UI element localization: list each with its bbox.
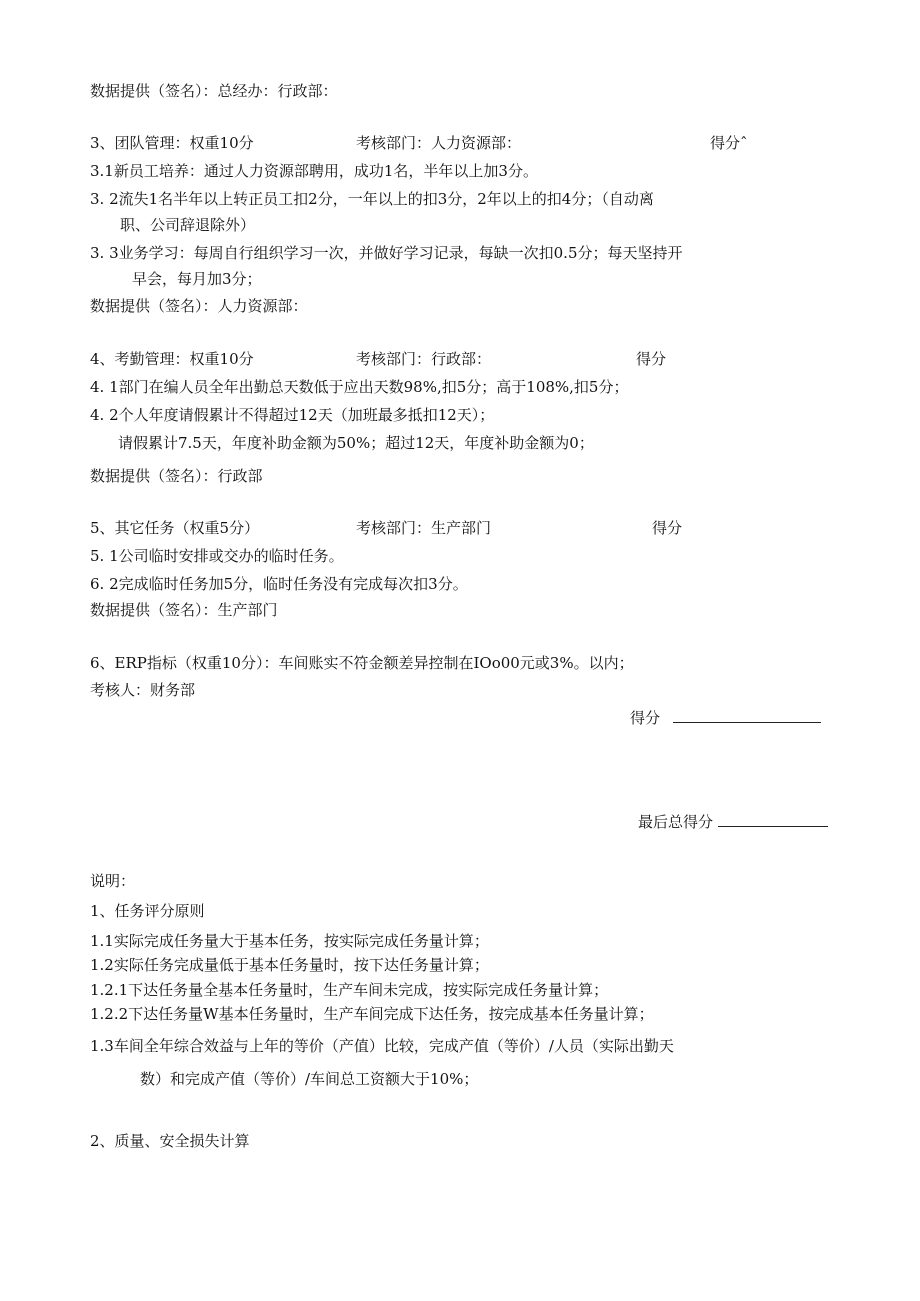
erp-score-field (630, 706, 821, 729)
total-score-field (638, 810, 828, 833)
rule-item-continued: 职、公司辞退除外） (120, 216, 256, 234)
rule-item: 5. 1公司临时安排或交办的临时任务。 (90, 547, 344, 565)
data-provider-line: 数据提供（签名）：生产部门 (90, 601, 278, 619)
assessment-department: 考核部门：人力资源部： (356, 134, 522, 152)
assessment-department: 考核部门：行政部： (356, 350, 492, 368)
section-title: 3、团队管理：权重10分 (90, 134, 254, 152)
data-provider-line: 数据提供（签名）：总经办：行政部： (90, 82, 338, 100)
rule-item: 1.1实际完成任务量大于基本任务，按实际完成任务量计算； (90, 932, 489, 950)
assessor-line: 考核人：财务部 (90, 681, 196, 699)
rule-item: 3.1新员工培养：通过人力资源部聘用，成功1名，半年以上加3分。 (90, 162, 538, 180)
rule-item-continued: 数）和完成产值（等价）/车间总工资额大于10%； (140, 1070, 479, 1088)
score-blank-line (673, 706, 821, 723)
rule-item: 1.2.2下达任务量W基本任务量时，生产车间完成下达任务，按完成基本任务量计算； (90, 1005, 654, 1023)
rule-item-continued: 请假累计7.5天，年度补助金额为50%；超过12天，年度补助金额为0； (118, 434, 594, 452)
score-label: 得分 (652, 519, 683, 537)
rule-item: 1.3车间全年综合效益与上年的等价（产值）比较，完成产值（等价）/人员（实际出勤天 (90, 1037, 674, 1055)
score-label: 得分ˆ (710, 134, 748, 152)
section-title: 2、质量、安全损失计算 (90, 1132, 250, 1150)
score-label: 得分 (630, 709, 661, 727)
total-score-blank-line (718, 810, 828, 827)
data-provider-line: 数据提供（签名）：人力资源部： (90, 297, 308, 315)
rule-item: 1.2.1下达任务量全基本任务量时，生产车间未完成，按实际完成任务量计算； (90, 981, 609, 999)
section-title: 6、ERP指标（权重10分）：车间账实不符金额差异控制在IOo00元或3%。以内； (90, 654, 634, 672)
assessment-department: 考核部门：生产部门 (356, 519, 492, 537)
section-title: 1、任务评分原则 (90, 902, 205, 920)
rule-item: 1.2实际任务完成量低于基本任务量时，按下达任务量计算； (90, 956, 489, 974)
rule-item: 4. 2个人年度请假累计不得超过12天（加班最多抵扣12天）； (90, 406, 495, 424)
total-score-label: 最后总得分 (638, 813, 714, 831)
section-title: 5、其它任务（权重5分） (90, 519, 260, 537)
notes-heading: 说明： (90, 872, 136, 890)
data-provider-line: 数据提供（签名）：行政部 (90, 467, 263, 485)
score-label: 得分 (636, 350, 667, 368)
rule-item: 4. 1部门在编人员全年出勤总天数低于应出天数98%,扣5分；高于108%,扣5分； (90, 378, 629, 396)
rule-item: 3. 3业务学习：每周自行组织学习一次，并做好学习记录，每缺一次扣0.5分；每天坚持开 (90, 244, 683, 262)
section-title: 4、考勤管理：权重10分 (90, 350, 254, 368)
rule-item: 3. 2流失1名半年以上转正员工扣2分，一年以上的扣3分，2年以上的扣4分；（自动离 (90, 190, 654, 208)
rule-item: 6. 2完成临时任务加5分，临时任务没有完成每次扣3分。 (90, 575, 468, 593)
rule-item-continued: 早会，每月加3分； (132, 270, 262, 288)
